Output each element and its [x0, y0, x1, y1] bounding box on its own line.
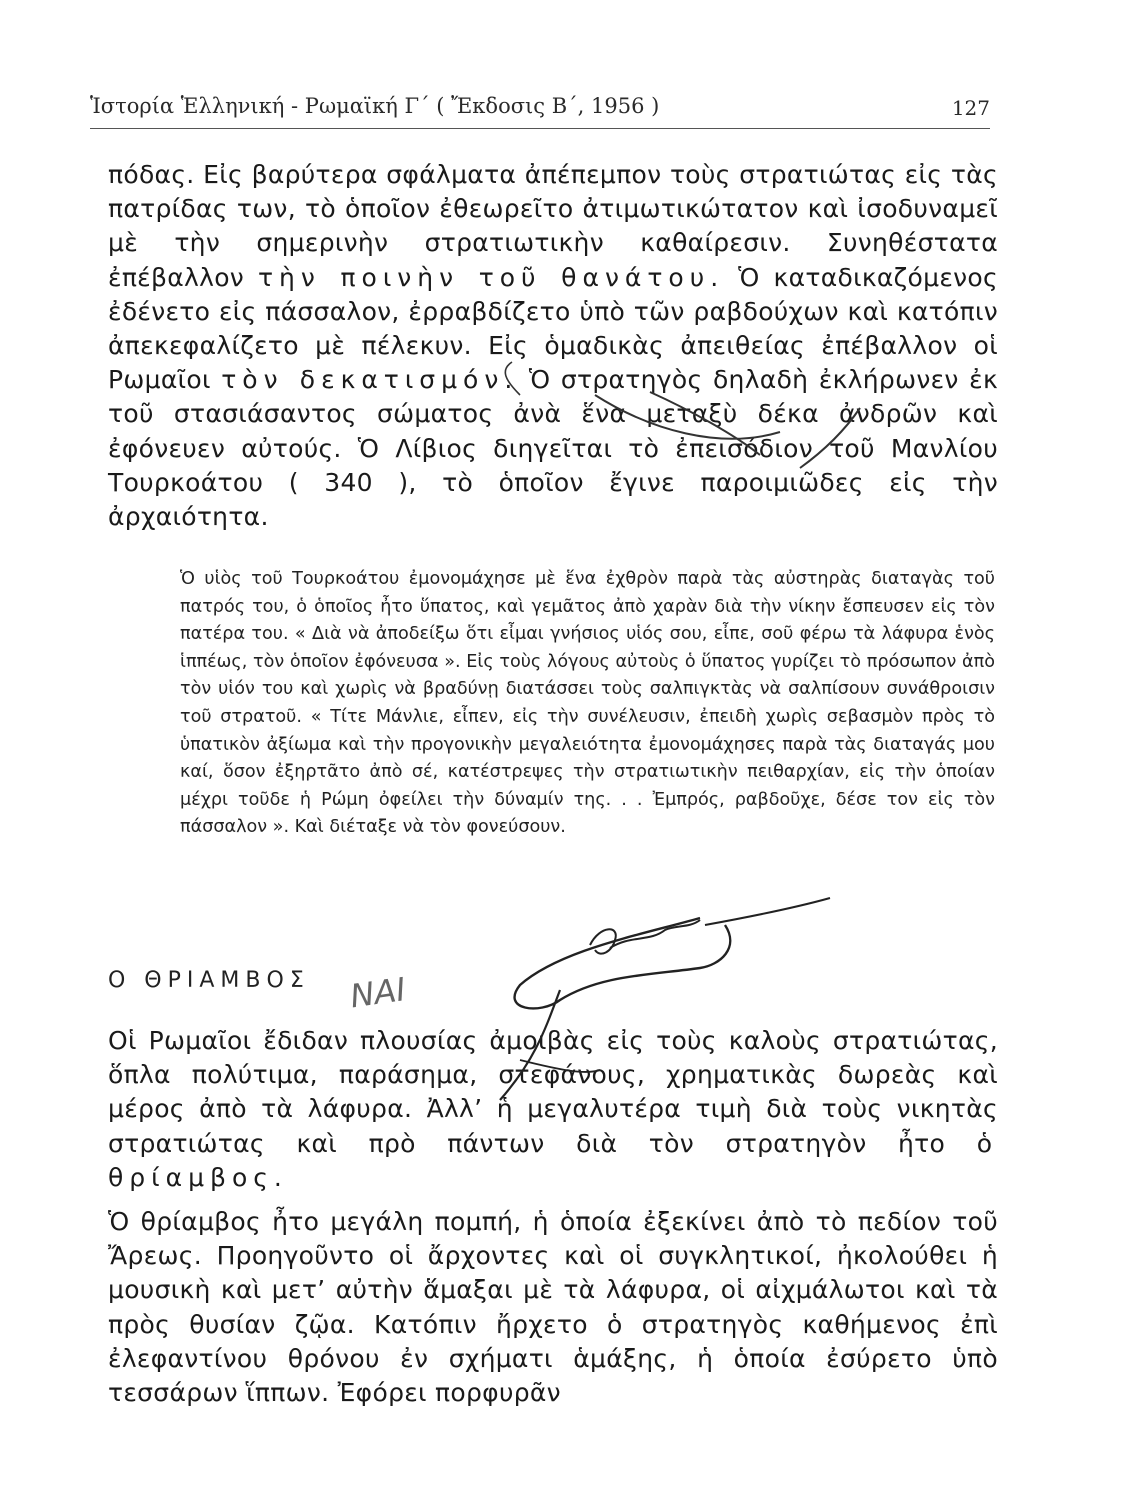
- section-heading: Ο ΘΡΙΑΜΒΟΣ: [108, 968, 310, 993]
- signature-stroke-loop: [590, 929, 616, 953]
- signature-stroke-main: [515, 918, 731, 1008]
- paragraph-punishments: [108, 158, 998, 534]
- signature-stroke-scribble: [610, 920, 700, 948]
- quoted-passage: Ὁ υἱὸς τοῦ Τουρκοάτου ἐμονομάχησε μὲ ἕνα ἐχθρὸν παρὰ τὰς αὐστηρὰς διαταγὰς τοῦ πατρός του, ὁ ὁποῖος ἦτο ὕπατος, καὶ γεμᾶτος ἀπὸ χαρὰν διὰ τὴν νίκην ἔσπευσεν εἰς τὸν πατέρα του. « Διὰ νὰ ἀποδείξω ὅτι εἶμαι γνήσιος υἱός σου, εἶπε, σοῦ φέρω τὰ λάφυρα ἑνὸς ἱππέως, τὸν ὁποῖον ἐφόνευσα ». Εἰς τοὺς λόγους αὐτοὺς ὁ ὕπατος γυρίζει τὸ πρόσωπον ἀπὸ τὸν υἱόν του καὶ χωρὶς νὰ βραδύνῃ διατάσσει τοὺς σαλπιγκτὰς νὰ σαλπίσουν συνάθροισιν τοῦ στρατοῦ. « Τίτε Μάνλιε, εἶπεν, εἰς τὴν συνέλευσιν, ἐπειδὴ χωρὶς σεβασμὸν πρὸς τὸ ὑπατικὸν ἀξίωμα καὶ τὴν προγονικὴν μεγαλειότητα ἐμονομάχησες παρὰ τὰς διαταγάς μου καί, ὅσον ἐξηρτᾶτο ἀπὸ σέ, κατέστρεψες τὴν στρατιωτικὴν πειθαρχίαν, εἰς τὴν ὁποίαν μέχρι τοῦδε ἡ Ρώμη ὀφείλει τὴν δύναμίν της. . . Ἐμπρός, ραβδοῦχε, δέσε τον εἰς τὸν πάσσαλον ». Καὶ διέταξε νὰ τὸν φονεύσουν.: [180, 569, 995, 838]
- header-title: Ἱστορία Ἑλληνική - Ρωμαϊκή Γ΄ ( Ἔκδοσις Β΄, 1956 ): [90, 94, 660, 118]
- paragraph-text: Ὁ θρίαμβος ἦτο μεγάλη πομπή, ἡ ὁποία ἐξεκίνει ἀπὸ τὸ πεδίον τοῦ Ἄρεως. Προηγοῦντο οἱ ἄρχοντες καὶ οἱ συγκλητικοί, ἠκολούθει ἡ μουσικὴ καὶ μετ’ αὐτὴν ἅμαξαι μὲ τὰ λάφυρα, οἱ αἰχμάλωτοι καὶ τὰ πρὸς θυσίαν ζῷα. Κατόπιν ἤρχετο ὁ στρατηγὸς καθήμενος ἐπὶ ἐλεφαντίνου θρόνου ἐν σχήματι ἁμάξης, ἡ ὁποία ἐσύρετο ὑπὸ τεσσάρων ἵππων. Ἐφόρει πορφυρᾶν: [108, 1207, 998, 1408]
- handwritten-nai: ΝΑΙ: [347, 970, 408, 1016]
- spaced-emphasis: τὸν δεκατισμόν.: [221, 365, 519, 395]
- spaced-emphasis: ὁ θρίαμβος.: [108, 1128, 999, 1192]
- paragraph-text: Ὁ στρατηγὸς δηλαδὴ ἐκλήρωνεν ἐκ τοῦ στασιάσαντος σώματος ἀνὰ ἕνα μεταξὺ δέκα ἀνδρῶν καὶ ἐφόνευεν αὐτούς. Ὁ Λίβιος διηγεῖται τὸ ἐπεισόδιον τοῦ Μανλίου Τουρκοάτου ( 340 ), τὸ ὁποῖον ἔγινε παροιμιῶδες εἰς τὴν ἀρχαιότητα.: [108, 365, 999, 532]
- running-header: [90, 88, 990, 129]
- paragraph-rewards: [108, 1024, 998, 1195]
- paragraph-text: Οἱ Ρωμαῖοι ἔδιδαν πλουσίας ἀμοιβὰς εἰς τοὺς καλοὺς στρατιώτας, ὅπλα πολύτιμα, παράσημα, στεφάνους, χρηματικὰς δωρεὰς καὶ μέρος ἀπὸ τὰ λάφυρα. Ἀλλ’ ἡ μεγαλυτέρα τιμὴ διὰ τοὺς νικητὰς στρατιώτας καὶ πρὸ πάντων διὰ τὸν στρατηγὸν ἦτο: [108, 1026, 998, 1158]
- page-number: 127: [951, 96, 990, 120]
- paragraph-text: πόδας. Εἰς βαρύτερα σφάλματα ἀπέπεμπον τοὺς στρατιώτας εἰς τὰς πατρίδας των, τὸ ὁποῖον ἐθεωρεῖτο ἀτιμωτικώτατον καὶ ἰσοδυναμεῖ μὲ τὴν σημερινὴν στρατιωτικὴν καθαίρεσιν. Συνηθέστατα ἐπέβαλλον: [108, 160, 998, 292]
- paragraph-text: Ὁ καταδικαζόμενος ἐδένετο εἰς πάσσαλον, ἐρραβδίζετο ὑπὸ τῶν ραβδούχων καὶ κατόπιν ἀπεκεφαλίζετο μὲ πέλεκυν. Εἰς ὁμαδικὰς ἀπειθείας ἐπέβαλλον οἱ Ρωμαῖοι: [108, 262, 998, 395]
- paragraph-triumph: [108, 1205, 998, 1410]
- signature-stroke-top: [705, 898, 830, 925]
- spaced-emphasis: τὴν ποινὴν τοῦ θανάτου.: [258, 262, 725, 292]
